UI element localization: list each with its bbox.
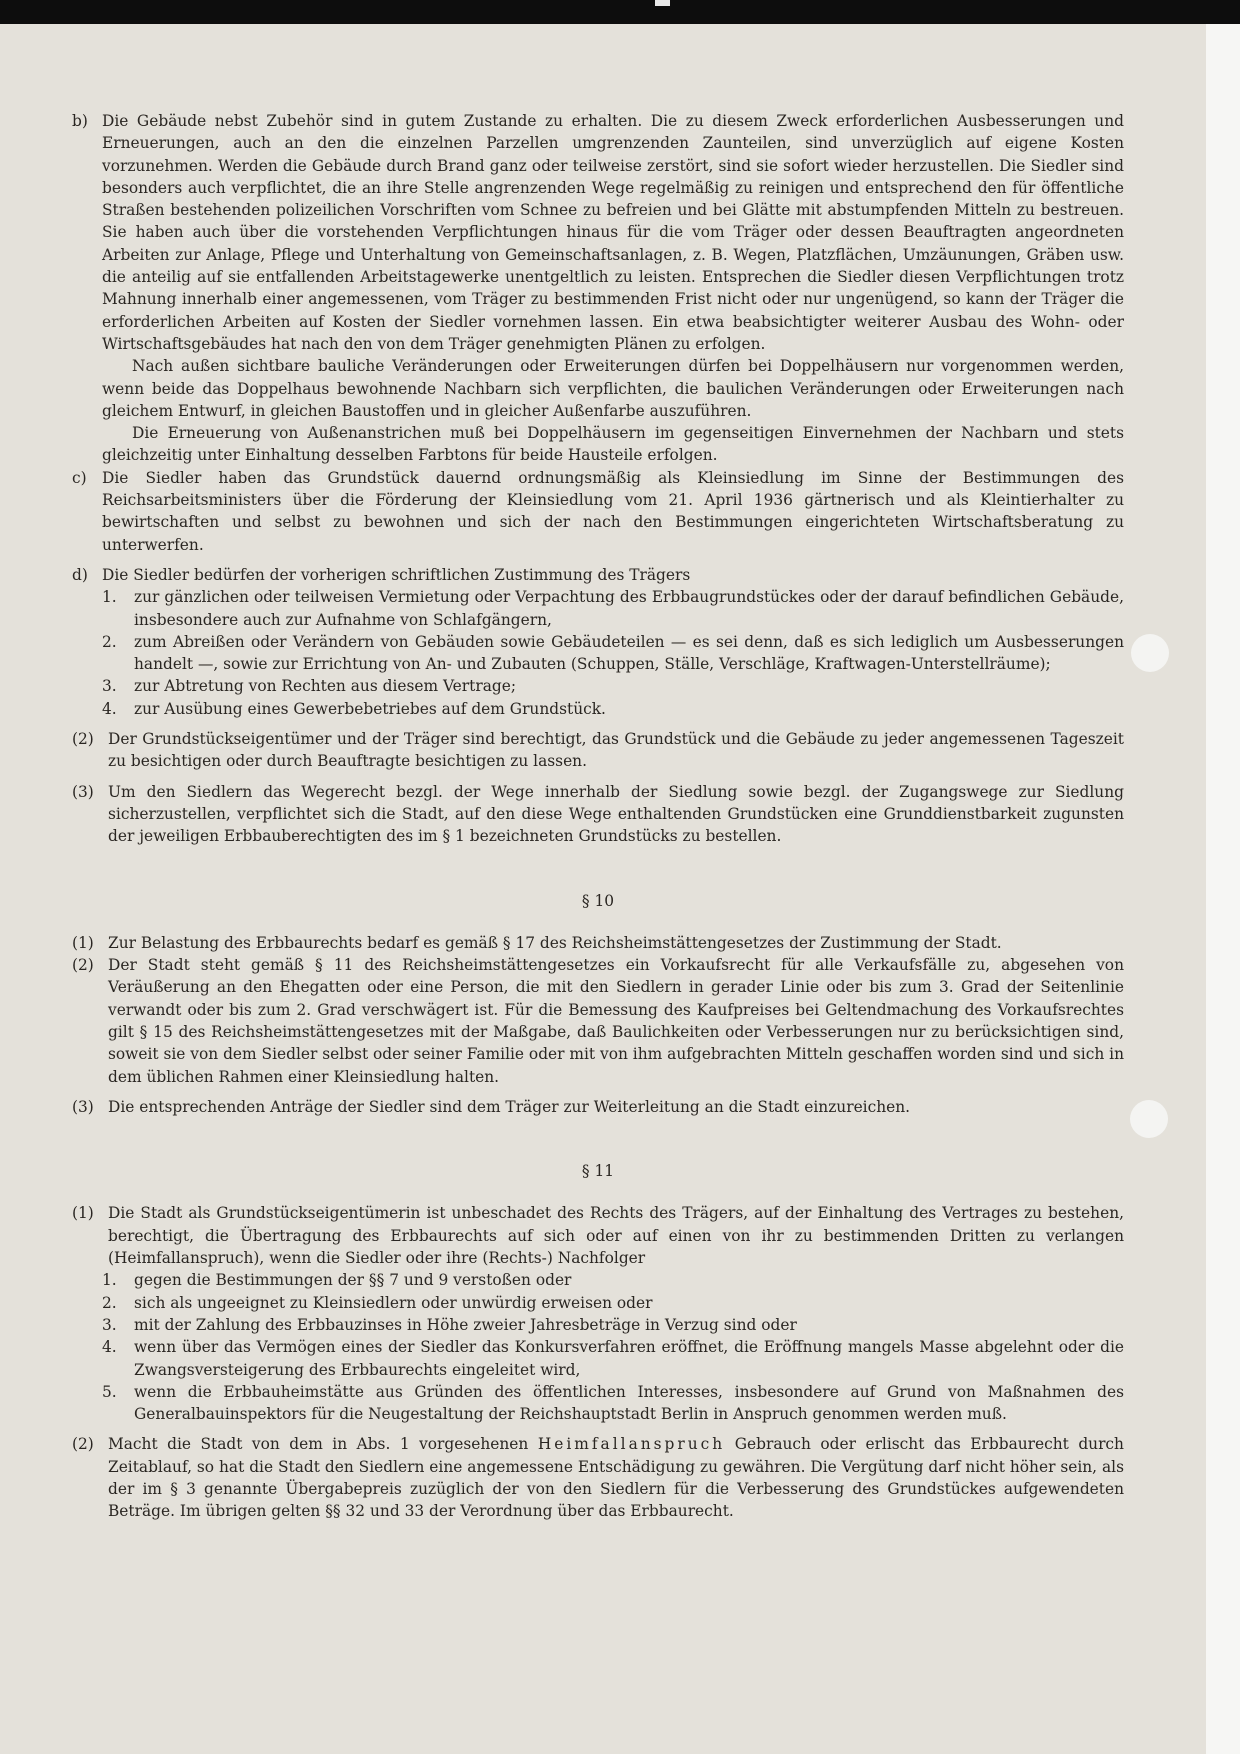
list-text: sich als ungeeignet zu Kleinsiedlern oder unwürdig erweisen oder [134, 1293, 653, 1312]
paragraph-number: (1) [72, 933, 94, 952]
list-item [102, 631, 1124, 676]
paragraph-number: (1) [72, 1204, 94, 1223]
list-marker: 1. [102, 1271, 117, 1290]
list-text: wenn die Erbbauheimstätte aus Gründen des öffentlichen Interesses, insbesondere auf Grund von Maßnahmen des Generalbauinspektors für die Neugestaltung der Reichshauptstadt Berlin in Anspruch genommen werden muß. [134, 1382, 1124, 1424]
paragraph-text-part: Macht die Stadt von dem in Abs. 1 vorgesehenen [108, 1435, 529, 1454]
paragraph-number: (3) [72, 1097, 94, 1116]
list-text: gegen die Bestimmungen der §§ 7 und 9 verstoßen oder [134, 1271, 572, 1290]
document-text [72, 110, 1124, 1523]
paragraph-number: (2) [72, 1435, 94, 1454]
list-item [102, 1292, 1124, 1314]
list-marker: 3. [102, 677, 117, 696]
list-item [102, 1314, 1124, 1336]
list-text: mit der Zahlung des Erbbauzinses in Höhe zweier Jahresbeträge in Verzug sind oder [134, 1315, 797, 1334]
clause-marker: b) [72, 112, 88, 130]
paragraph-text: Der Stadt steht gemäß § 11 des Reichsheimstättengesetzes ein Vorkaufsrecht für alle Verkaufsfälle zu, abgesehen von Veräußerung an den Ehegatten oder eine Person, die mit den Siedlern in gerader Linie oder bis zum 3. Grad der Seitenlinie verwandt oder bis zum 2. Grad verschwägert ist. Für die Bemessung des Kaufpreises bei Geltendmachung des Vorkaufsrechtes gilt § 15 des Reichsheimstättengesetzes mit der Maßgabe, daß Baulichkeiten oder Verbesserungen nur zu berücksichtigen sind, soweit sie von dem Siedler selbst oder seiner Familie oder mit von ihm aufgebrachten Mitteln geschaffen worden sind und sich in dem üblichen Rahmen einer Kleinsiedlung halten. [108, 956, 1124, 1086]
spaced-term: Heimfallanspruch [537, 1435, 726, 1454]
clause-marker: d) [72, 565, 88, 584]
list-item [102, 675, 1124, 697]
paragraph-text [108, 1433, 1124, 1522]
scanner-right-border [1206, 24, 1240, 1754]
paragraph-text: Zur Belastung des Erbbaurechts bedarf es gemäß § 17 des Reichsheimstättengesetzes der Zustimmung der Stadt. [108, 933, 1002, 952]
paragraph-text: Die entsprechenden Anträge der Siedler sind dem Träger zur Weiterleitung an die Stadt einzureichen. [108, 1097, 911, 1116]
list-marker: 1. [102, 588, 117, 607]
scanner-top-border [0, 0, 1240, 26]
list-text: zur Abtretung von Rechten aus diesem Vertrage; [134, 677, 517, 696]
paragraph: Die Erneuerung von Außenanstrichen muß bei Doppelhäusern im gegenseitigen Einvernehmen der Nachbarn und stets gleichzeitig unter Einhaltung desselben Farbtons für beide Hausteile erfolgen. [102, 424, 1124, 465]
clause-d [72, 564, 1124, 586]
paragraph-10-3 [72, 1096, 1124, 1118]
paragraph: Nach außen sichtbare bauliche Veränderungen oder Erweiterungen dürfen bei Doppelhäusern nur vorgenommen werden, wenn beide das Doppelhaus bewohnende Nachbarn sich verpflichten, die baulichen Veränderungen oder Erweiterungen nach gleichem Entwurf, in gleichen Baustoffen und in gleicher Außenfarbe auszuführen. [102, 357, 1124, 420]
list-marker: 5. [102, 1382, 117, 1401]
list-text: zur Ausübung eines Gewerbebetriebes auf dem Grundstück. [134, 699, 606, 718]
list-item [102, 698, 1124, 720]
paragraph-text: Die Stadt als Grundstückseigentümerin ist unbeschadet des Rechts des Trägers, auf der Einhaltung des Vertrages zu bestehen, berechtigt, die Übertragung des Erbbaurechts auf sich oder auf einen von ihr zu bestimmenden Dritten zu verlangen (Heimfallanspruch), wenn die Siedler oder ihre (Rechts-) Nachfolger [108, 1204, 1124, 1268]
scanner-top-mark [655, 0, 670, 6]
clause-c [72, 467, 1124, 556]
paragraph-number: (2) [72, 956, 94, 975]
paragraph-number: (2) [72, 730, 94, 749]
paragraph-11-2 [72, 1433, 1124, 1522]
list-text: wenn über das Vermögen eines der Siedler das Konkursverfahren eröffnet, die Eröffnung mangels Masse abgelehnt oder die Zwangsversteigerung des Erbbaurechts eingeleitet wird, [134, 1338, 1124, 1379]
paragraph-9-3 [72, 781, 1124, 848]
paragraph-text: Der Grundstückseigentümer und der Träger sind berechtigt, das Grundstück und die Gebäude zu jeder angemessenen Tageszeit zu besichtigen oder durch Beauftragte besichtigen zu lassen. [108, 730, 1124, 771]
paragraph-text: Um den Siedlern das Wegerecht bezgl. der Wege innerhalb der Siedlung sowie bezgl. der Zugangswege zur Siedlung sicherzustellen, verpflichtet sich die Stadt, auf den diese Wege enthaltenden Grundstücken eine Grunddienstbarkeit zugunsten der jeweiligen Erbbauberechtigten des im § 1 bezeichneten Grundstücks zu bestellen. [108, 782, 1124, 846]
clause-marker: c) [72, 468, 87, 487]
list-marker: 2. [102, 1293, 117, 1312]
paragraph-10-2 [72, 954, 1124, 1088]
list-item [102, 1336, 1124, 1381]
paragraph-9-2 [72, 728, 1124, 773]
section-heading-10: § 10 [581, 891, 615, 910]
list-marker: 4. [102, 699, 117, 718]
punch-hole [1131, 634, 1169, 672]
list-item [102, 1269, 1124, 1291]
clause-text: Die Siedler haben das Grundstück dauernd ordnungsmäßig als Kleinsiedlung im Sinne der Bestimmungen des Reichsarbeitsministers über die Förderung der Kleinsiedlung vom 21. April 1936 gärtnerisch und als Kleintierhalter zu bewirtschaften und selbst zu bewohnen und sich der nach den Bestimmungen eingerichteten Wirtschaftsberatung zu unterwerfen. [102, 468, 1124, 554]
paragraph-text-part: Gebrauch oder erlischt das Erbbaurecht durch Zeitablauf, so hat die Stadt den Siedlern eine angemessene Entschädigung zu gewähren. Die Vergütung darf nicht höher sein, als der im § 3 genannte Übergabepreis zuzüglich der von den Siedlern für die Verbesserung des Grundstückes aufgewendeten Beträge. Im übrigen gelten §§ 32 und 33 der Verordnung über das Erbbaurecht. [108, 1435, 1124, 1521]
clause-b [72, 110, 1124, 355]
paragraph-10-1 [72, 932, 1124, 954]
punch-hole [1130, 1100, 1168, 1138]
list-item [102, 586, 1124, 631]
list-text: zum Abreißen oder Verändern von Gebäuden sowie Gebäudeteilen — es sei denn, daß es sich lediglich um Ausbesserungen handelt —, sowie zur Errichtung von An- und Zubauten (Schuppen, Ställe, Verschläge, Kraftwagen-Unterstellräume); [134, 632, 1124, 674]
list-text: zur gänzlichen oder teilweisen Vermietung oder Verpachtung des Erbbaugrundstückes oder der darauf befindlichen Gebäude, insbesondere auch zur Aufnahme von Schlafgängern, [134, 588, 1124, 629]
section-heading-11: § 11 [581, 1162, 615, 1181]
list-marker: 4. [102, 1338, 117, 1357]
paragraph-11-1 [72, 1202, 1124, 1269]
paragraph-number: (3) [72, 782, 94, 801]
clause-text: Die Siedler bedürfen der vorherigen schriftlichen Zustimmung des Trägers [102, 565, 691, 584]
list-item [102, 1381, 1124, 1426]
list-marker: 3. [102, 1315, 117, 1334]
list-marker: 2. [102, 632, 117, 651]
clause-text: Die Gebäude nebst Zubehör sind in gutem Zustande zu erhalten. Die zu diesem Zweck erforderlichen Ausbesserungen und Erneuerungen, auch an den die einzelnen Parzellen umgrenzenden Zaunteilen, sind unverzüglich auf eigene Kosten vorzunehmen. Werden die Gebäude durch Brand ganz oder teilweise zerstört, sind sie sofort wieder herzustellen. Die Siedler sind besonders auch verpflichtet, die an ihre Stelle angrenzenden Wege regelmäßig zu reinigen und entsprechend den für öffentliche Straßen bestehenden polizeilichen Vorschriften vom Schnee zu befreien und bei Glätte mit abstumpfenden Mitteln zu bestreuen. Sie haben auch über die vorstehenden Verpflichtungen hinaus für die vom Träger oder dessen Beauftragten angeordneten Arbeiten zur Anlage, Pflege und Unterhaltung von Gemeinschaftsanlagen, z. B. Wegen, Platzflächen, Umzäunungen, Gräben usw. die anteilig auf sie entfallenden Arbeitstagewerke unentgeltlich zu leisten. Entsprechen die Siedler diesen Verpflichtungen trotz Mahnung innerhalb einer angemessenen, vom Träger zu bestimmenden Frist nicht oder nur ungenügend, so kann der Träger die erforderlichen Arbeiten auf Kosten der Siedler vornehmen lassen. Ein etwa beabsichtigter weiterer Ausbau des Wohn- oder Wirtschaftsgebäudes hat nach den von dem Träger genehmigten Plänen zu erfolgen. [102, 112, 1124, 353]
